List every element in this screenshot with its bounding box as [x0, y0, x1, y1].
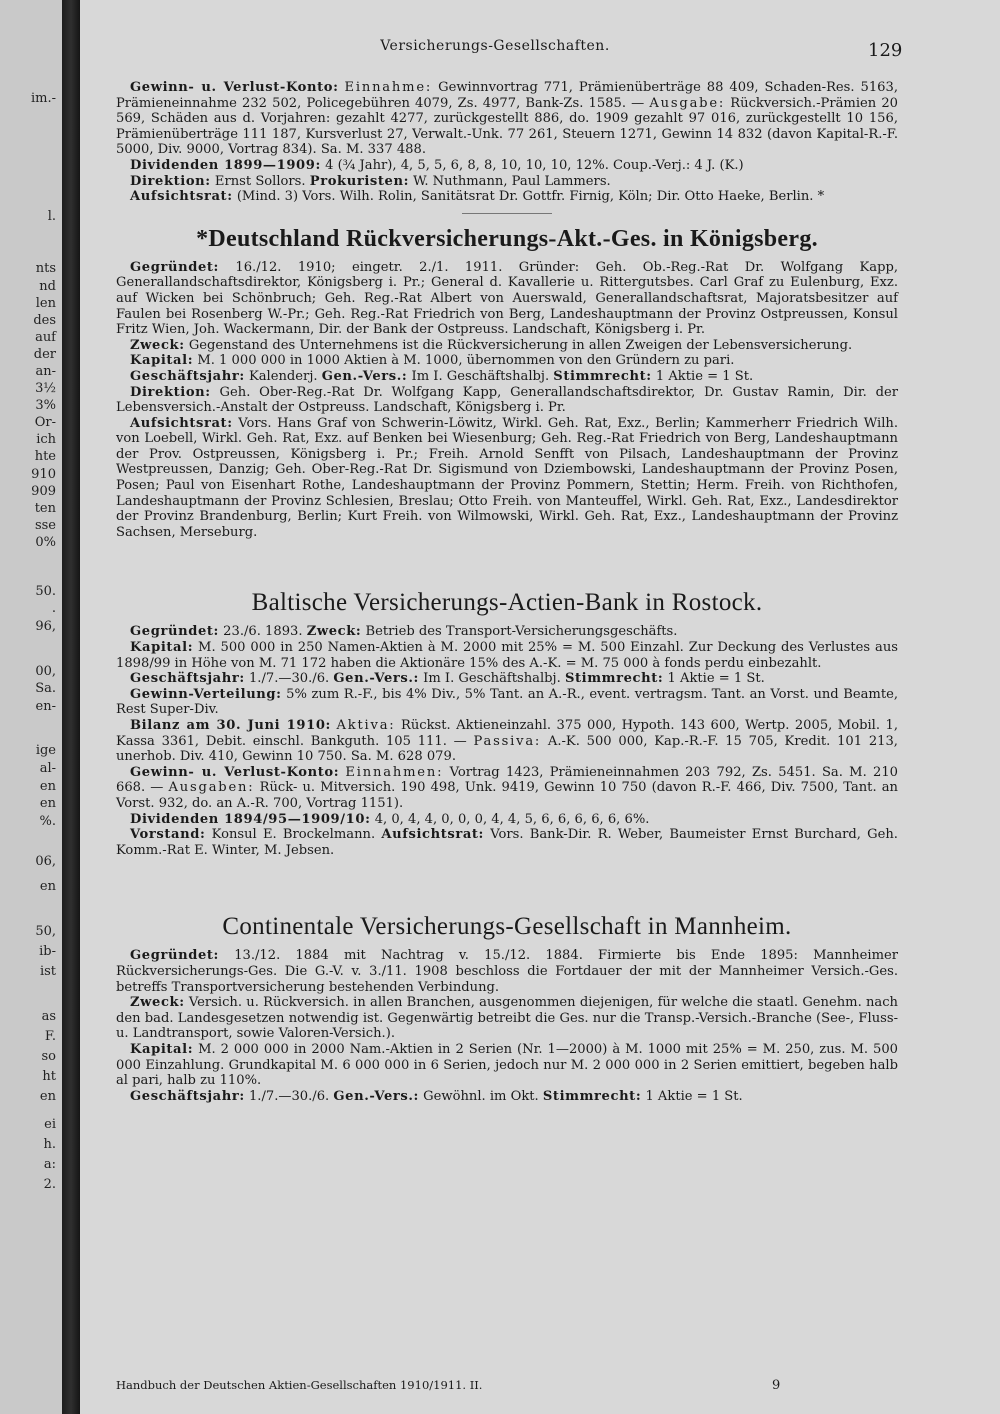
company-entry-continentale — [116, 912, 898, 1104]
margin-fragment: . — [51, 601, 56, 616]
margin-fragment: hte — [34, 449, 56, 464]
entry-paragraph: Dividenden 1894/95—1909/10: 4, 0, 4, 4, 0, 0, 0, 4, 4, 5, 6, 6, 6, 6, 6, 6%. — [130, 811, 650, 827]
margin-fragment: sse — [34, 518, 56, 533]
margin-fragment: auf — [35, 330, 56, 345]
margin-fragment: ei — [44, 1117, 56, 1132]
margin-fragment: as — [41, 1009, 56, 1024]
margin-fragment: 96, — [35, 619, 56, 634]
entry-paragraph: Geschäftsjahr: 1./7.—30./6. Gen.-Vers.: Gewöhnl. im Okt. Stimmrecht: 1 Aktie = 1 St. — [130, 1088, 743, 1104]
entry-paragraph: Aufsichtsrat: Vors. Hans Graf von Schwerin-Löwitz, Wirkl. Geh. Rat, Exz., Berlin; Kammerherr Friedrich Wilh. von Loebell, Wirkl. Geh. Rat, Exz. auf Benken bei Wiesenburg; Geh. Reg.-Rat Friedrich von Berg, Landeshauptmann der Prov. Ostpreussen, Königsberg i. Pr.; Freih. Arnold Senfft von Pilsach, Landeshauptmann der Provinz Westpreussen, Danzig; Geh. Ober-Reg.-Rat Dr. Sigismund von Dziembowski, Landeshauptmann der Provinz Posen, Posen; Paul von Eisenhart Rothe, Landeshauptmann der Provinz Pommern, Stettin; Herm. Freih. von Richthofen, Landeshauptmann der Provinz Schlesien, Breslau; Otto Freih. von Manteuffel, Wirkl. Geh. Rat, Exz., Landesdirektor der Provinz Brandenburg, Berlin; Kurt Freih. von Wilmowski, Wirkl. Geh. Rat, Exz., Landeshauptmann der Provinz Sachsen, Merseburg. — [116, 415, 898, 540]
margin-fragment: 0% — [35, 535, 56, 550]
entry-paragraph: Dividenden 1899—1909: 4 (¾ Jahr), 4, 5, 5, 6, 8, 8, 10, 10, 10, 12%. Coup.-Verj.: 4 J. (K.) — [130, 157, 744, 173]
entry-paragraph: Gewinn- u. Verlust-Konto: Einnahmen: Vortrag 1423, Prämieneinnahmen 203 792, Zs. 5451. Sa. M. 210 668. — Ausgaben: Rück- u. Mitversich. 190 498, Unk. 9419, Gewinn 10 750 (davon R.-F. 466, Div. 7500, Tant. an Vorst. 932, do. an A.-R. 700, Vortrag 1151). — [116, 764, 898, 811]
margin-fragment: 3½ — [35, 381, 56, 396]
margin-fragment: %. — [39, 814, 56, 829]
margin-fragment: len — [35, 296, 56, 311]
margin-fragment: nts — [35, 261, 56, 276]
document-page — [80, 0, 1000, 1414]
margin-fragment: ich — [36, 432, 56, 447]
margin-fragment: 909 — [31, 484, 56, 499]
page-number: 129 — [868, 40, 903, 61]
book-spine — [62, 0, 80, 1414]
margin-fragment: 06, — [35, 854, 56, 869]
entry-paragraph: Gewinn- u. Verlust-Konto: Einnahme: Gewinnvortrag 771, Prämienüberträge 88 409, Schaden-Res. 5163, Prämieneinnahme 232 502, Policegebühren 4079, Zs. 4977, Bank-Zs. 1585. — Ausgabe: Rückversich.-Prämien 20 569, Schäden aus d. Vorjahren: gezahlt 4277, zurückgestellt 886, do. 1909 gezahlt 97 016, zurückgestellt 10 156, Prämienüberträge 111 187, Kursverlust 27, Verwalt.-Unk. 77 261, Steuern 1271, Gewinn 14 832 (davon Kapital-R.-F. 5000, Div. 9000, Vortrag 834). Sa. M. 337 488. — [116, 80, 898, 158]
previous-entry — [116, 80, 898, 205]
margin-fragment: en — [39, 1089, 56, 1104]
margin-fragment: ige — [35, 743, 56, 758]
entry-paragraph: Zweck: Versich. u. Rückversich. in allen Branchen, ausgenommen diejenigen, für welche die staatl. Genehm. nach den bad. Landesgesetzen notwendig ist. Gegenwärtig betreibt die Ges. nur die Transp.-Versich.-Branche (See-, Fluss- u. Landtransport, sowie Valoren-Versich.). — [116, 995, 898, 1042]
adjacent-page-margin — [0, 0, 62, 1414]
margin-fragment: 2. — [43, 1177, 56, 1192]
margin-fragment: ist — [39, 964, 56, 979]
margin-fragment: F. — [44, 1029, 56, 1044]
margin-fragment: en- — [35, 699, 56, 714]
footer-title: Handbuch der Deutschen Aktien-Gesellschaften 1910/1911. II. — [116, 1378, 483, 1392]
company-title: Continentale Versicherungs-Gesellschaft in Mannheim. — [222, 913, 792, 941]
running-title: Versicherungs-Gesellschaften. — [380, 38, 610, 54]
margin-fragment: an- — [35, 364, 56, 379]
margin-fragment: h. — [43, 1137, 56, 1152]
entry-paragraph: Gewinn-Verteilung: 5% zum R.-F., bis 4% Div., 5% Tant. an A.-R., event. vertragsm. Tant. an Vorst. und Beamte, Rest Super-Div. — [116, 686, 898, 718]
section-gap — [116, 858, 898, 910]
company-title: Baltische Versicherungs-Actien-Bank in Rostock. — [251, 589, 763, 617]
margin-fragment: 910 — [31, 467, 56, 482]
entry-paragraph: Direktion: Ernst Sollors. Prokuristen: W. Nuthmann, Paul Lammers. — [130, 173, 611, 189]
entry-paragraph: Gegründet: 16./12. 1910; eingetr. 2./1. 1911. Gründer: Geh. Ob.-Reg.-Rat Dr. Wolfgang Kapp, Generallandschaftsdirektor, Königsberg i. Pr.; General d. Kavallerie u. Rittergutsbes. Carl Graf zu Eulenburg, Exz. auf Wicken bei Schönbruch; Geh. Reg.-Rat Albert von Auerswald, Generallandschaftsrat, Majoratsbesitzer auf Faulen bei Rosenberg W.-Pr.; Geh. Reg.-Rat Friedrich von Berg, Landeshauptmann der Provinz Ostpreussen, Konsul Fritz Wien, Joh. Wackermann, Dir. der Bank der Ostpreuss. Landschaft, Königsberg i. Pr. — [116, 259, 898, 338]
margin-fragment: l. — [47, 209, 56, 224]
margin-fragment: 50, — [35, 924, 56, 939]
margin-fragment: ib- — [39, 944, 56, 959]
section-divider — [462, 213, 552, 214]
margin-fragment: ten — [34, 501, 56, 516]
entry-paragraph: Gegründet: 13./12. 1884 mit Nachtrag v. 15./12. 1884. Firmierte bis Ende 1895: Mannheimer Rückversicherungs-Ges. Die G.-V. v. 3./11. 1908 beschloss die Fortdauer der mit der Mannheimer Versich.-Ges. betreffs Transportversicherung bestehenden Verbindung. — [116, 948, 898, 995]
margin-fragment: en — [39, 779, 56, 794]
entry-paragraph: Geschäftsjahr: Kalenderj. Gen.-Vers.: Im I. Geschäftshalbj. Stimmrecht: 1 Aktie = 1 St. — [130, 368, 754, 384]
entry-paragraph: Zweck: Gegenstand des Unternehmens ist die Rückversicherung in allen Zweigen der Lebensversicherung. — [130, 337, 853, 353]
margin-fragment: Sa. — [35, 681, 56, 696]
entry-paragraph: Geschäftsjahr: 1./7.—30./6. Gen.-Vers.: Im I. Geschäftshalbj. Stimmrecht: 1 Aktie = 1 St. — [130, 671, 765, 687]
margin-fragment: al- — [39, 761, 56, 776]
signature-mark: 9 — [772, 1378, 781, 1393]
margin-fragment: en — [39, 879, 56, 894]
entry-paragraph: Direktion: Geh. Ober-Reg.-Rat Dr. Wolfgang Kapp, Generallandschaftsdirektor, Dr. Gustav Ramin, Dir. der Lebensversich.-Anstalt der Ostpreuss. Landschaft, Königsberg i. Pr. — [116, 384, 898, 416]
company-title: *Deutschland Rückversicherungs-Akt.-Ges. in Königsberg. — [196, 225, 818, 252]
margin-fragment: 50. — [35, 584, 56, 599]
page-content — [116, 80, 898, 1104]
entry-paragraph: Kapital: M. 2 000 000 in 2000 Nam.-Aktien in 2 Serien (Nr. 1—2000) à M. 1000 mit 25% = M. 250, zus. M. 500 000 Einzahlung. Grundkapital M. 6 000 000 in 6 Serien, jedoch nur M. 2 000 000 in 2 Serien emittiert, begeben halb al pari, halb zu 110%. — [116, 1041, 898, 1089]
entry-paragraph: Kapital: M. 1 000 000 in 1000 Aktien à M. 1000, übernommen von den Gründern zu pari. — [130, 353, 735, 369]
margin-fragment: des — [33, 313, 56, 328]
company-entry-baltische — [116, 588, 898, 858]
margin-fragment: so — [41, 1049, 56, 1064]
page-footer — [116, 1378, 898, 1392]
margin-fragment: der — [33, 347, 56, 362]
margin-fragment: Or- — [34, 415, 56, 430]
margin-fragment: en — [39, 796, 56, 811]
entry-paragraph: Kapital: M. 500 000 in 250 Namen-Aktien à M. 2000 mit 25% = M. 500 Einzahl. Zur Deckung des Verlustes aus 1898/99 in Höhe von M. 71 172 haben die Aktionäre 15% des A.-K. = M. 75 000 à fonds perdu einbezahlt. — [116, 640, 898, 671]
entry-paragraph: Aufsichtsrat: (Mind. 3) Vors. Wilh. Rolin, Sanitätsrat Dr. Gottfr. Firnig, Köln; Dir. Otto Haeke, Berlin. * — [130, 189, 825, 205]
margin-fragment: im.- — [30, 91, 56, 106]
section-gap — [116, 540, 898, 586]
entry-paragraph: Bilanz am 30. Juni 1910: Aktiva: Rückst. Aktieneinzahl. 375 000, Hypoth. 143 600, Wertp. 2005, Mobil. 1, Kassa 3361, Debit. einschl. Bankguth. 105 111. — Passiva: A.-K. 500 000, Kap.-R.-F. 15 705, Kredit. 101 213, unerhob. Div. 410, Gewinn 10 750. Sa. M. 628 079. — [116, 718, 898, 765]
entry-paragraph: Gegründet: 23./6. 1893. Zweck: Betrieb des Transport-Versicherungsgeschäfts. — [130, 624, 678, 640]
margin-fragment: nd — [39, 279, 56, 294]
company-entry-deutschland — [116, 224, 898, 541]
margin-fragment: 3% — [35, 398, 56, 413]
margin-fragment: ht — [42, 1069, 56, 1084]
margin-fragment: a: — [43, 1157, 56, 1172]
margin-fragment: 00, — [35, 664, 56, 679]
entry-paragraph: Vorstand: Konsul E. Brockelmann. Aufsichtsrat: Vors. Bank-Dir. R. Weber, Baumeister Ernst Burchard, Geh. Komm.-Rat E. Winter, M. Jebsen. — [116, 827, 898, 858]
